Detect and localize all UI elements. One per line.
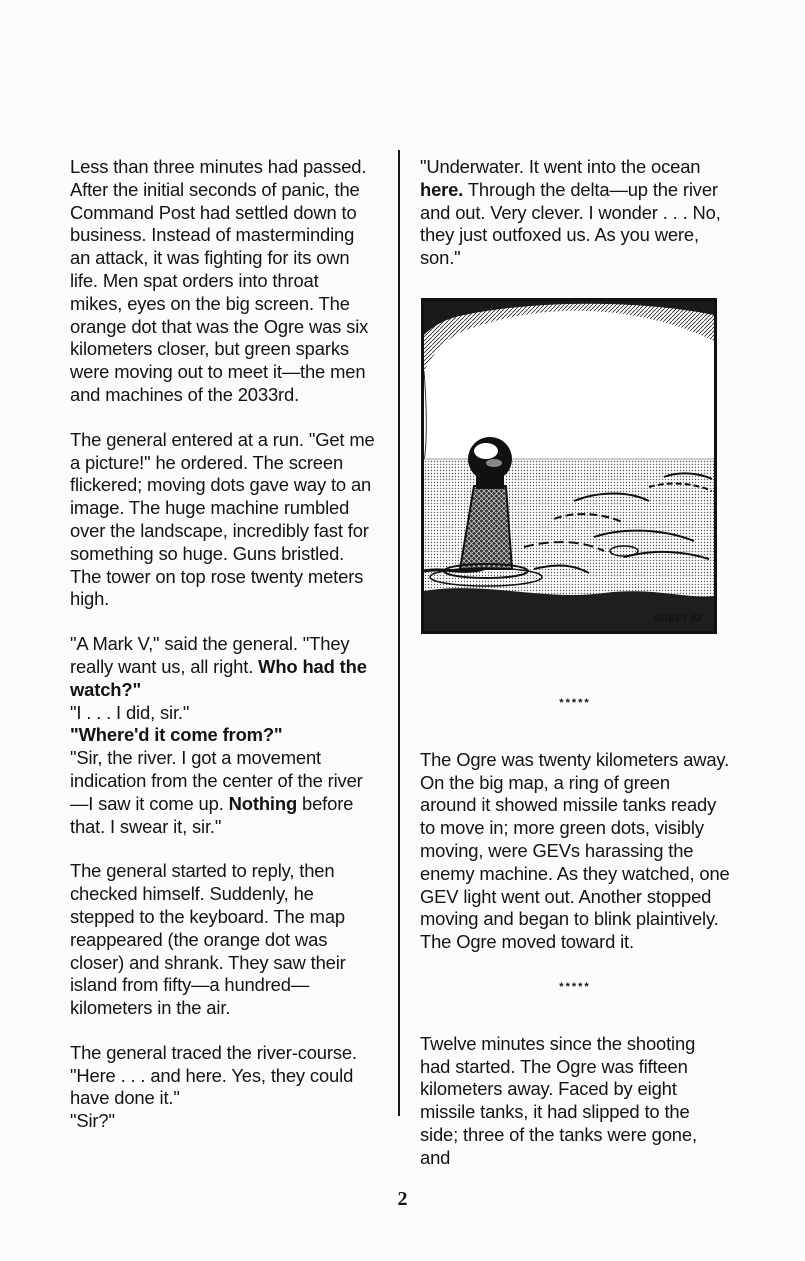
artist-signature: DUBET 82 — [654, 613, 702, 623]
left-column — [70, 156, 375, 1133]
periscope-illustration-icon — [421, 298, 717, 634]
paragraph: The Ogre was twenty kilometers away. On the big map, a ring of green around it showed missile tanks ready to move in; more green dots, visibly moving, were GEVs harassing the enemy machine. As they watched, one GEV light went out. Another stopped moving and began to blink plaintively. The Ogre moved toward it. — [420, 748, 730, 953]
dialogue-text: "Sir, the river. I got a movement indication from the center of the river—I saw it come up. — [70, 747, 363, 814]
paragraph: "Sir?" — [70, 1110, 115, 1132]
emphasis-text: Who had the watch?" — [70, 655, 367, 700]
dialogue-text: "Underwater. It went into the ocean — [420, 156, 701, 177]
dialogue-text: before that. I swear it, sir." — [70, 792, 354, 837]
page-number: 2 — [397, 1188, 408, 1210]
paragraph: "I . . . I did, sir." — [70, 701, 190, 723]
paragraph-gap — [420, 715, 730, 749]
paragraph-gap — [420, 954, 730, 976]
paragraph-gap — [420, 999, 730, 1033]
dialogue-text: "A Mark V," said the general. "They really want us, all right. — [70, 633, 350, 677]
dialogue-text: Through the delta—up the river and out. Very clever. I wonder . . . No, they just outfoxed us. As you were, son." — [420, 178, 721, 269]
emphasis-text: here. — [420, 178, 464, 200]
paragraph-gap — [70, 407, 375, 429]
illustration-drawing — [424, 301, 714, 631]
paragraph: Less than three minutes had passed. After the initial seconds of panic, the Command Post had settled down to business. Instead of masterminding an attack, it was fighting for its own life. Men spat orders into throat mikes, eyes on the big screen. The orange dot that was the Ogre was six kilometers closer, but green sparks were moving out to meet it—the men and machines of the 2033rd. — [70, 156, 369, 405]
paragraph-emphasis: "Where'd it come from?" — [70, 724, 283, 746]
paragraph-gap — [70, 1020, 375, 1042]
paragraph-gap — [70, 838, 375, 860]
paragraph: The general traced the river-course. "Here . . . and here. Yes, they could have done it." — [70, 1041, 357, 1109]
paragraph: Twelve minutes since the shooting had started. The Ogre was fifteen kilometers away. Faced by eight missile tanks, it had slipped to the side; three of the tanks were gone, and — [420, 1032, 697, 1168]
paragraph-gap — [70, 611, 375, 633]
paragraph: The general entered at a run. "Get me a picture!" he ordered. The screen flickered; moving dots gave way to an image. The huge machine rumbled over the landscape, incredibly fast for something so huge. Guns bristled. The tower on top rose twenty meters high. — [70, 428, 375, 610]
section-break: ***** — [559, 980, 591, 993]
paragraph — [70, 747, 375, 838]
section-break: ***** — [559, 696, 591, 709]
paragraph — [420, 156, 730, 270]
paragraph — [70, 633, 375, 701]
emphasis-text: Nothing — [228, 792, 298, 814]
column-divider — [398, 150, 400, 1116]
paragraph: The general started to reply, then checked himself. Suddenly, he stepped to the keyboard. The map reappeared (the orange dot was closer) and shrank. They saw their island from fifty—a hundred—kilometers in the air. — [70, 860, 346, 1019]
